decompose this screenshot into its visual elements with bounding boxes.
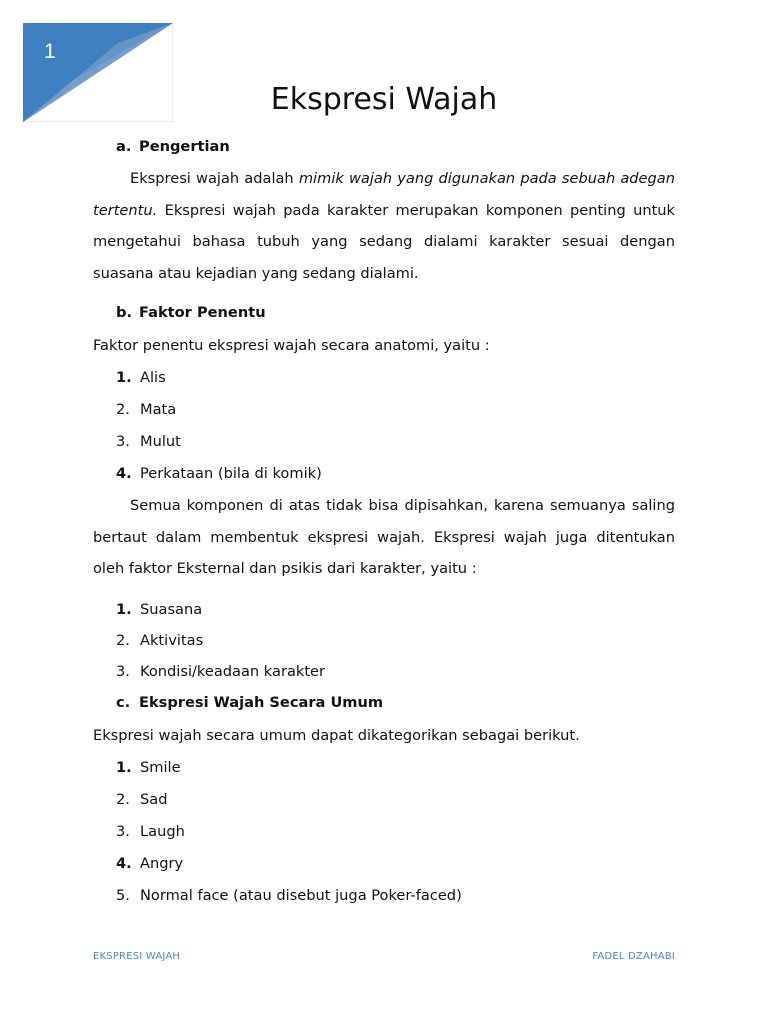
list-item-number: 1. — [116, 369, 132, 386]
list-item — [116, 855, 183, 872]
section-b-label: b. — [116, 304, 132, 321]
list-item — [116, 465, 322, 482]
section-a-title: Pengertian — [139, 138, 230, 155]
list-item-text: Kondisi/keadaan karakter — [140, 663, 326, 680]
section-a-paragraph — [93, 163, 675, 289]
section-c-intro: Ekspresi wajah secara umum dapat dikategorikan sebagai berikut. — [93, 727, 580, 744]
page-number: 1 — [44, 40, 56, 63]
section-a-text-italic: mimik wajah yang digunakan pada sebuah adegan tertentu. — [93, 170, 675, 219]
section-b-paragraph: Semua komponen di atas tidak bisa dipisahkan, karena semuanya saling bertaut dalam membentuk ekspresi wajah. Ekspresi wajah juga ditentukan oleh faktor Eksternal dan psikis dari karakter, yaitu : — [93, 497, 675, 577]
list-item — [116, 823, 185, 840]
list-item-text: Mata — [140, 401, 177, 418]
section-a-label: a. — [116, 138, 132, 155]
list-item-text: Smile — [140, 759, 181, 776]
list-item-text: Aktivitas — [140, 632, 204, 649]
list-item-text: Angry — [140, 855, 184, 872]
list-item — [116, 433, 181, 450]
section-b-title: Faktor Penentu — [139, 304, 266, 321]
list-item-text: Normal face (atau disebut juga Poker-faced) — [140, 887, 462, 904]
list-item-number: 1. — [116, 601, 132, 618]
footer-document-title: EKSPRESI WAJAH — [93, 951, 181, 962]
list-item — [116, 632, 203, 649]
document-title: Ekspresi Wajah — [270, 82, 498, 117]
list-item — [116, 759, 181, 776]
list-item — [116, 369, 166, 386]
list-item-number: 3. — [116, 663, 130, 680]
list-item-number: 2. — [116, 791, 130, 808]
list-item — [116, 887, 462, 904]
section-a-text-2: Ekspresi wajah pada karakter merupakan komponen penting untuk mengetahui bahasa tubuh yang sedang dialami karakter sesuai dengan suasana atau kejadian yang sedang dialami. — [93, 201, 675, 282]
section-c-title: Ekspresi Wajah Secara Umum — [139, 694, 384, 711]
section-c-label: c. — [116, 694, 131, 711]
list-item-text: Alis — [140, 369, 166, 386]
list-item — [116, 791, 167, 808]
list-item-number: 2. — [116, 632, 130, 649]
list-item-text: Sad — [140, 791, 168, 808]
list-item-number: 3. — [116, 823, 130, 840]
list-item-number: 3. — [116, 433, 130, 450]
section-a-text-1: Ekspresi wajah adalah — [130, 170, 299, 187]
list-item — [116, 601, 202, 618]
list-item-number: 2. — [116, 401, 130, 418]
list-item-text: Perkataan (bila di komik) — [140, 465, 322, 482]
list-item — [116, 663, 325, 680]
footer-author: FADEL DZAHABI — [592, 951, 675, 962]
section-c-heading — [116, 694, 383, 711]
list-item-text: Laugh — [140, 823, 185, 840]
list-item-number: 1. — [116, 759, 132, 776]
section-b-heading — [116, 304, 266, 321]
section-b-intro: Faktor penentu ekspresi wajah secara anatomi, yaitu : — [93, 337, 490, 354]
section-a-heading — [116, 138, 230, 155]
list-item-text: Suasana — [140, 601, 203, 618]
list-item-text: Mulut — [140, 433, 181, 450]
list-item-number: 5. — [116, 887, 130, 904]
list-item-number: 4. — [116, 465, 132, 482]
list-item — [116, 401, 176, 418]
list-item-number: 4. — [116, 855, 132, 872]
